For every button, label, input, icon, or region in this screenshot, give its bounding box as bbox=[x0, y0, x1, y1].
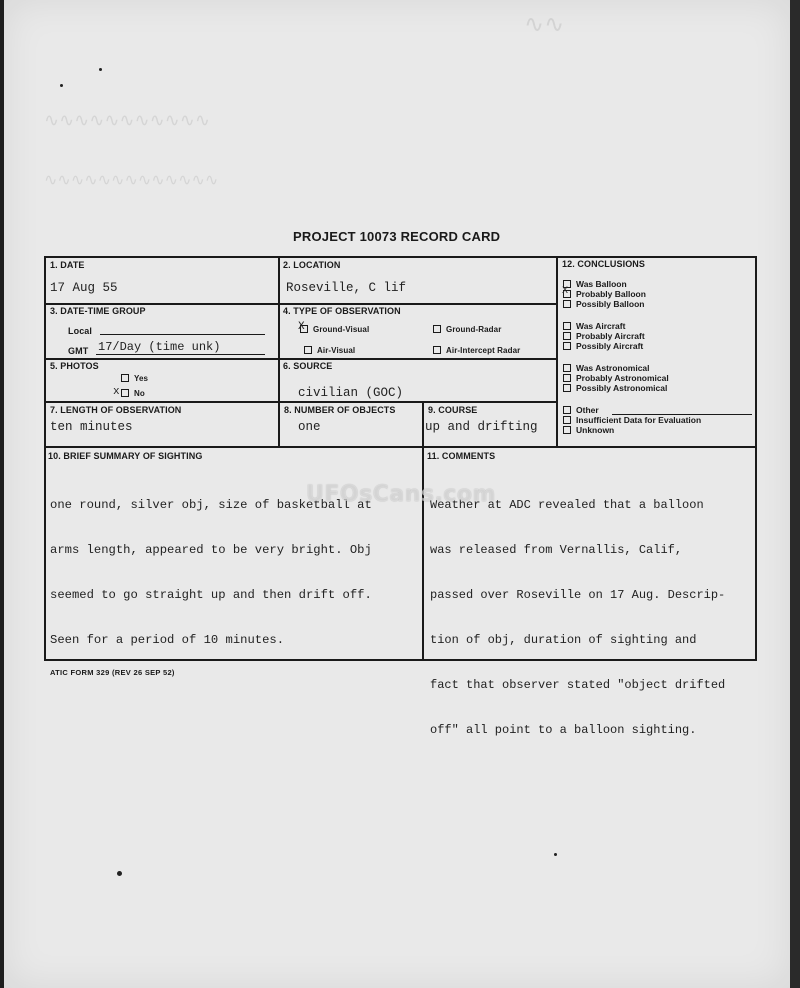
page-title: PROJECT 10073 RECORD CARD bbox=[293, 229, 501, 244]
summary-line: one round, silver obj, size of basketball at bbox=[50, 498, 372, 512]
comments-line: was released from Vernallis, Calif, bbox=[430, 543, 683, 557]
date-label: 1. DATE bbox=[50, 260, 85, 270]
course-value: up and drifting bbox=[425, 420, 538, 434]
bleed-through-mark: ∿∿ bbox=[524, 10, 565, 38]
comments-line: off" all point to a balloon sighting. bbox=[430, 723, 697, 737]
length-label: 7. LENGTH OF OBSERVATION bbox=[50, 405, 182, 415]
ground-visual-label: Ground-Visual bbox=[313, 325, 370, 334]
photos-no-option bbox=[121, 389, 145, 398]
comments-label: 11. COMMENTS bbox=[427, 451, 496, 461]
possibly-astronomical-label: Possibly Astronomical bbox=[576, 383, 668, 393]
check-mark: X bbox=[298, 321, 305, 333]
bleed-through-mark: ∿∿∿∿∿∿∿∿∿∿∿∿∿ bbox=[44, 170, 219, 189]
checkbox-checked bbox=[121, 389, 129, 397]
gmt-value: 17/Day (time unk) bbox=[98, 340, 221, 354]
location-value: Roseville, C lif bbox=[286, 281, 407, 295]
conclusion-group-astronomical bbox=[563, 363, 669, 393]
source-value: civilian (GOC) bbox=[298, 386, 404, 400]
possibly-balloon-label: Possibly Balloon bbox=[576, 299, 645, 309]
gmt-label: GMT bbox=[68, 346, 89, 356]
possibly-aircraft-label: Possibly Aircraft bbox=[576, 341, 644, 351]
checkbox bbox=[563, 416, 571, 424]
grid-line bbox=[556, 258, 558, 446]
location-label: 2. LOCATION bbox=[283, 260, 341, 270]
checkbox bbox=[121, 374, 129, 382]
source-label: 6. SOURCE bbox=[283, 361, 333, 371]
was-aircraft-label: Was Aircraft bbox=[576, 321, 626, 331]
probably-astronomical-label: Probably Astronomical bbox=[576, 373, 669, 383]
comments-line: fact that observer stated "object drifted bbox=[430, 678, 726, 692]
photos-no-label: No bbox=[134, 389, 145, 398]
other-label: Other bbox=[576, 405, 599, 415]
ink-speck bbox=[117, 871, 122, 876]
checkbox bbox=[563, 426, 571, 434]
grid-line bbox=[422, 402, 424, 446]
grid-line bbox=[46, 446, 756, 448]
was-astronomical-label: Was Astronomical bbox=[576, 363, 650, 373]
grid-line bbox=[46, 401, 556, 403]
bleed-through-mark: ∿∿∿∿∿∿∿∿∿∿∿ bbox=[44, 110, 210, 131]
form-id: ATIC FORM 329 (REV 26 SEP 52) bbox=[50, 668, 175, 677]
grid-line bbox=[278, 258, 280, 446]
probably-aircraft-label: Probably Aircraft bbox=[576, 331, 645, 341]
checkbox bbox=[563, 322, 571, 330]
comments-line: tion of obj, duration of sighting and bbox=[430, 633, 697, 647]
insufficient-data-label: Insufficient Data for Evaluation bbox=[576, 415, 702, 425]
ground-radar-label: Ground-Radar bbox=[446, 325, 502, 334]
number-of-objects-value: one bbox=[298, 420, 321, 434]
date-value: 17 Aug 55 bbox=[50, 281, 118, 295]
check-mark: X bbox=[562, 286, 569, 297]
comments-line: Weather at ADC revealed that a balloon bbox=[430, 498, 704, 512]
comments-line: passed over Roseville on 17 Aug. Descrip- bbox=[430, 588, 726, 602]
conclusion-group-aircraft bbox=[563, 321, 645, 351]
check-mark: x bbox=[113, 386, 120, 398]
checkbox bbox=[563, 342, 571, 350]
checkbox bbox=[433, 325, 441, 333]
summary-label: 10. BRIEF SUMMARY OF SIGHTING bbox=[48, 451, 203, 461]
air-visual-option bbox=[304, 346, 355, 355]
grid-line bbox=[46, 358, 556, 360]
checkbox bbox=[563, 384, 571, 392]
summary-line: seemed to go straight up and then drift off. bbox=[50, 588, 372, 602]
air-intercept-radar-option bbox=[433, 346, 520, 355]
grid-line bbox=[46, 303, 556, 305]
comments-text bbox=[430, 468, 725, 753]
checkbox bbox=[304, 346, 312, 354]
was-balloon-label: Was Balloon bbox=[576, 279, 627, 289]
unknown-label: Unknown bbox=[576, 425, 615, 435]
gmt-underline bbox=[96, 354, 265, 355]
air-intercept-radar-label: Air-Intercept Radar bbox=[446, 346, 521, 355]
photos-label: 5. PHOTOS bbox=[50, 361, 99, 371]
conclusion-group-balloon bbox=[563, 279, 646, 309]
checkbox bbox=[563, 374, 571, 382]
checkbox bbox=[563, 300, 571, 308]
checkbox bbox=[563, 406, 571, 414]
ink-speck bbox=[99, 68, 102, 71]
photos-yes-label: Yes bbox=[134, 374, 149, 383]
summary-line: arms length, appeared to be very bright. Obj bbox=[50, 543, 372, 557]
local-label: Local bbox=[68, 326, 93, 336]
length-value: ten minutes bbox=[50, 420, 133, 434]
other-underline bbox=[612, 414, 752, 415]
ink-speck bbox=[554, 853, 557, 856]
checkbox bbox=[563, 364, 571, 372]
type-of-observation-label: 4. TYPE OF OBSERVATION bbox=[283, 306, 401, 316]
ground-radar-option bbox=[433, 325, 501, 334]
scan-edge-right bbox=[790, 0, 800, 988]
photos-yes-option bbox=[121, 374, 148, 383]
conclusions-label: 12. CONCLUSIONS bbox=[562, 259, 646, 269]
checkbox bbox=[563, 332, 571, 340]
watermark: UFOsCans.com bbox=[306, 482, 496, 507]
local-underline bbox=[100, 334, 265, 335]
air-visual-label: Air-Visual bbox=[317, 346, 356, 355]
checkbox bbox=[433, 346, 441, 354]
ink-speck bbox=[60, 84, 63, 87]
course-label: 9. COURSE bbox=[428, 405, 478, 415]
date-time-group-label: 3. DATE-TIME GROUP bbox=[50, 306, 146, 316]
summary-line: Seen for a period of 10 minutes. bbox=[50, 633, 285, 647]
number-of-objects-label: 8. NUMBER OF OBJECTS bbox=[284, 405, 396, 415]
probably-balloon-label: Probably Balloon bbox=[576, 289, 646, 299]
conclusion-group-other bbox=[563, 405, 701, 435]
ground-visual-option bbox=[300, 325, 369, 334]
